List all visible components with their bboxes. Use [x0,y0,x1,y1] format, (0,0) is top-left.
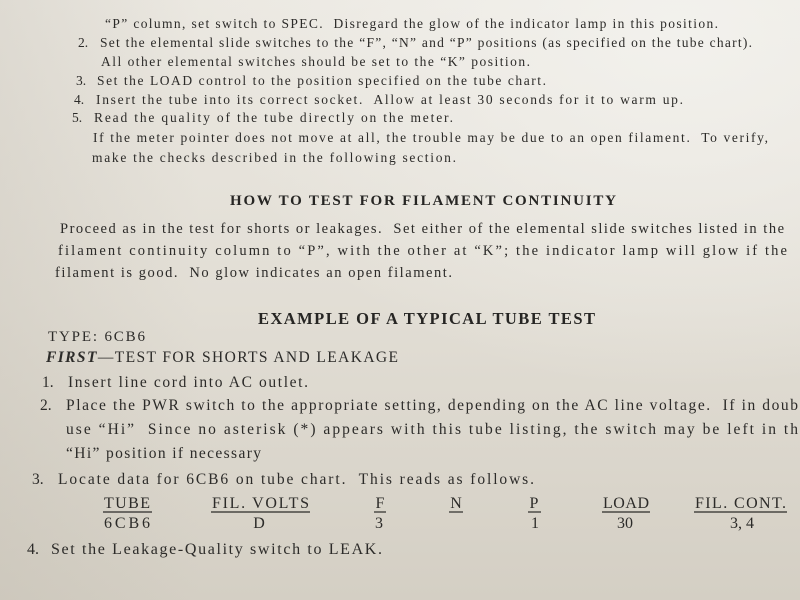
chart-value-fil-volts: D [253,515,265,532]
example-step-1-number: 1. [42,374,54,391]
chart-header-p: P [529,495,539,512]
step-4-text: Insert the tube into its correct socket. Allow at least 30 seconds for it to warm up. [96,92,683,107]
chart-header-load: LOAD [603,495,649,512]
subheading-rest: —TEST FOR SHORTS AND LEAKAGE [97,349,398,366]
step-2-number: 2. [78,35,89,50]
step-2-text: Set the elemental slide switches to the “F”, “N” and “P” positions (as specified on the tube chart). [100,35,753,50]
chart-header-f: F [375,495,385,512]
chart-value-fil-cont: 3, 4 [730,515,754,532]
example-step-2-number: 2. [40,397,52,414]
subheading [45,349,398,366]
subheading-lead: FIRST [46,349,97,366]
paragraph-line: filament continuity column to “P”, with the other at “K”; the indicator lamp will glow if the [58,243,787,259]
chart-value-f: 3 [375,515,383,532]
step-5-number: 5. [72,110,83,125]
section-heading: EXAMPLE OF A TYPICAL TUBE TEST [258,309,595,328]
chart-header-fil-volts: FIL. VOLTS [212,495,309,512]
continued-line: “P” column, set switch to SPEC. Disregard the glow of the indicator lamp in this position. [105,16,718,31]
chart-header-tube: TUBE [104,495,150,512]
example-step-2-text: Place the PWR switch to the appropriate setting, depending on the AC line voltage. If in doub [66,397,799,414]
example-step-4-number: 4. [27,541,39,558]
section-heading: HOW TO TEST FOR FILAMENT CONTINUITY [230,193,616,209]
tube-type-line: TYPE: 6CB6 [48,329,145,345]
example-step-3-number: 3. [32,471,44,488]
chart-value-tube: 6CB6 [104,515,150,532]
chart-header-n: N [450,495,462,512]
chart-header-fil-cont: FIL. CONT. [695,495,786,512]
paragraph-line: Proceed as in the test for shorts or leakages. Set either of the elemental slide switches listed in the [60,221,785,237]
step-5-note-line: If the meter pointer does not move at all, the trouble may be due to an open filament. To verify, [93,130,768,145]
paragraph-line: filament is good. No glow indicates an open filament. [55,265,452,281]
example-step-3-text: Locate data for 6CB6 on tube chart. This reads as follows. [58,471,534,488]
chart-value-load: 30 [617,515,633,532]
step-5-note-line: make the checks described in the following section. [92,150,457,165]
step-4-number: 4. [74,92,85,107]
example-step-2-text: use “Hi” Since no asterisk (*) appears with this tube listing, the switch may be left in th [66,421,799,438]
example-step-2-text: “Hi” position if necessary [66,445,261,462]
example-step-1-text: Insert line cord into AC outlet. [68,374,308,391]
step-3-text: Set the LOAD control to the position specified on the tube chart. [97,73,546,88]
chart-value-p: 1 [531,515,539,532]
example-step-4-text: Set the Leakage-Quality switch to LEAK. [51,541,383,558]
step-2-continuation: All other elemental switches should be set to the “K” position. [101,54,530,69]
step-3-number: 3. [76,73,87,88]
step-5-text: Read the quality of the tube directly on the meter. [94,110,453,125]
